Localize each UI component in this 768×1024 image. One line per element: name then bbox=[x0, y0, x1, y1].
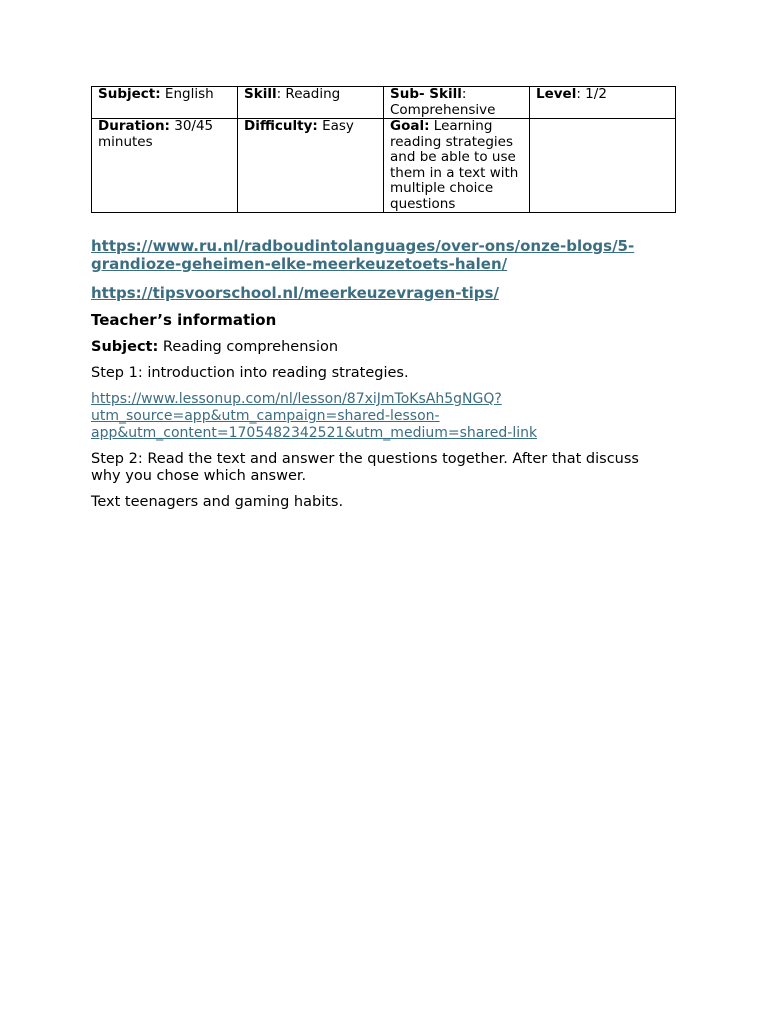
cell-label: Difficulty: bbox=[244, 118, 318, 134]
cell-value: : Reading bbox=[276, 86, 341, 102]
table-row bbox=[92, 119, 676, 213]
document-page bbox=[91, 86, 677, 511]
table-cell-level bbox=[530, 87, 676, 119]
text-title: Text teenagers and gaming habits. bbox=[91, 494, 344, 510]
lesson-link[interactable] bbox=[91, 391, 677, 442]
step-2-text: Step 2: Read the text and answer the questions together. After that discuss why you chose which answer. bbox=[91, 451, 639, 484]
lesson-link-line: utm_source=app&utm_campaign=shared-lesson- bbox=[91, 408, 440, 424]
lesson-info-table bbox=[91, 86, 676, 213]
table-cell-goal bbox=[384, 119, 530, 213]
subject-label: Subject: bbox=[91, 339, 159, 355]
table-row bbox=[92, 87, 676, 119]
table-cell-difficulty bbox=[238, 119, 384, 213]
table-cell-duration bbox=[92, 119, 238, 213]
lesson-link-line: app&utm_content=1705482342521&utm_medium=shared-link bbox=[91, 425, 538, 441]
table-cell-empty bbox=[530, 119, 676, 213]
cell-label: Sub- Skill bbox=[390, 86, 462, 102]
table-cell-skill bbox=[238, 87, 384, 119]
cell-value: : Comprehensive bbox=[390, 86, 496, 118]
blog-link[interactable]: https://www.ru.nl/radboudintolanguages/over-ons/onze-blogs/5-grandioze-geheimen-elke-meerkeuzetoets-halen/ bbox=[91, 237, 635, 273]
cell-value: 30/45 minutes bbox=[98, 118, 214, 150]
cell-label: Skill bbox=[244, 86, 277, 102]
cell-label: Level bbox=[536, 86, 577, 102]
lesson-link-line: https://www.lessonup.com/nl/lesson/87xiJmToKsAh5gNGQ? bbox=[91, 391, 502, 407]
cell-value: Learning reading strategies and be able to use them in a text with multiple choice questions bbox=[390, 118, 519, 212]
cell-label: Subject: bbox=[98, 86, 161, 102]
cell-value: : 1/2 bbox=[576, 86, 607, 102]
tips-link[interactable]: https://tipsvoorschool.nl/meerkeuzevragen-tips/ bbox=[91, 284, 499, 302]
cell-label: Goal: bbox=[390, 118, 430, 134]
subject-line bbox=[91, 339, 677, 356]
table-cell-sub-skill bbox=[384, 87, 530, 119]
table-cell-subject bbox=[92, 87, 238, 119]
cell-value: Easy bbox=[317, 118, 354, 134]
cell-value: English bbox=[160, 86, 214, 102]
step-1-text: Step 1: introduction into reading strategies. bbox=[91, 365, 409, 381]
teacher-info-heading: Teacher’s information bbox=[91, 311, 277, 329]
cell-label: Duration: bbox=[98, 118, 170, 134]
subject-value: Reading comprehension bbox=[158, 339, 339, 355]
